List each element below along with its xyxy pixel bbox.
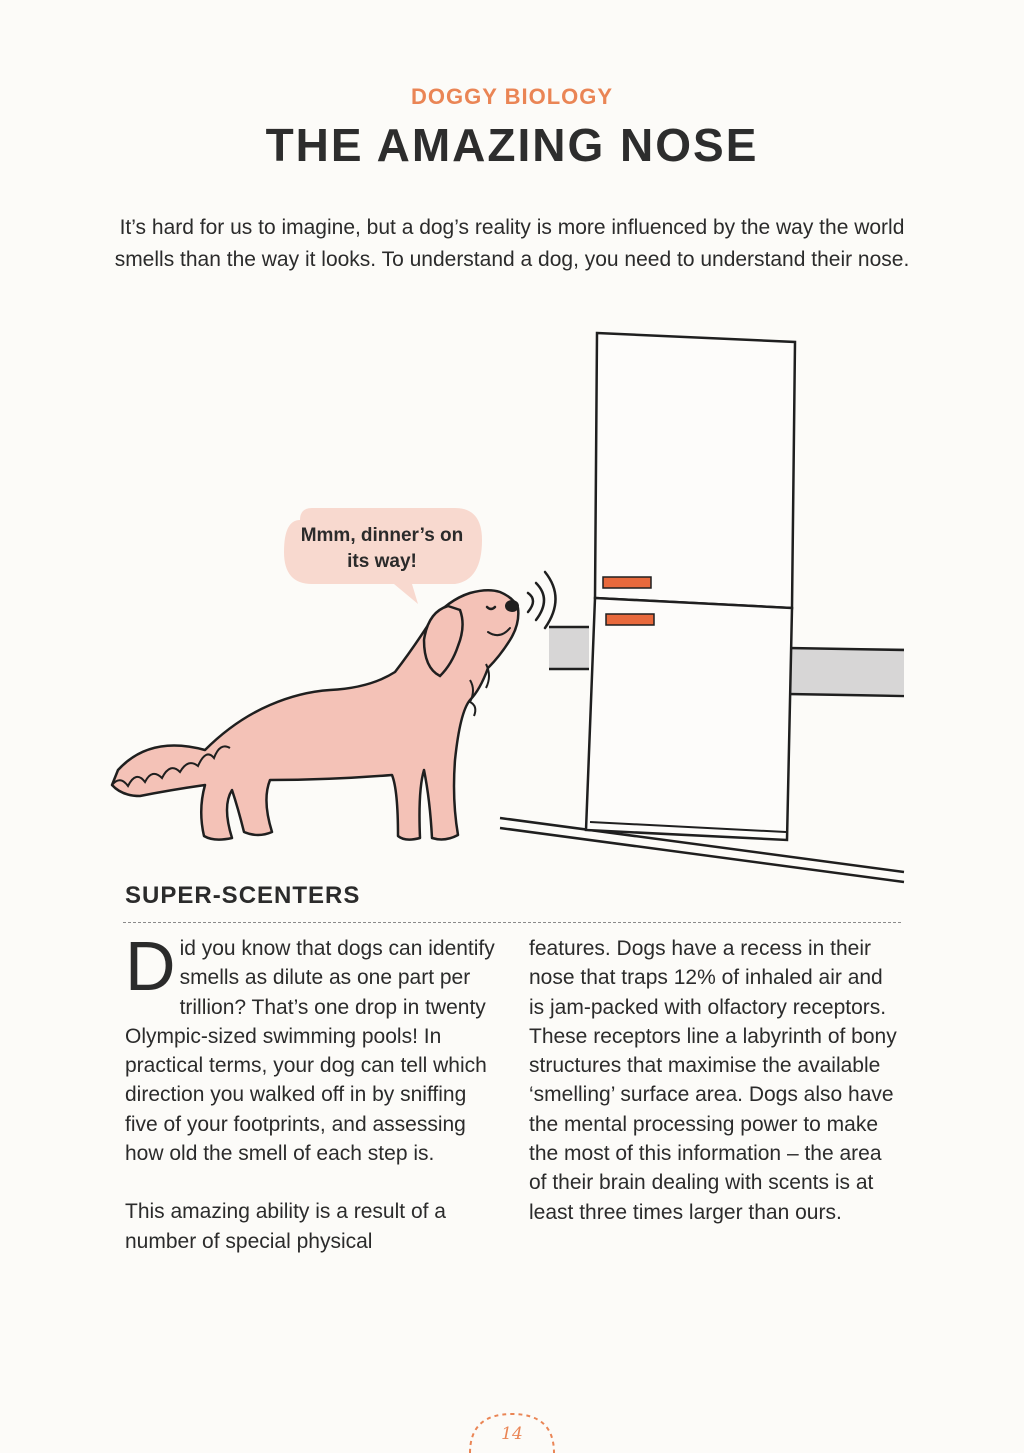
text-column-right <box>529 934 901 1227</box>
wall-band-right <box>788 648 904 694</box>
speech-bubble-text: Mmm, dinner’s on its way! <box>300 525 464 572</box>
left-paragraph-2: This amazing ability is a result of a number of special physical <box>125 1200 446 1253</box>
drop-cap: D <box>125 927 176 1005</box>
wall-band-left <box>549 627 589 669</box>
section-rule <box>123 922 901 923</box>
page-kicker: DOGGY BIOLOGY <box>410 84 614 109</box>
speech-bubble <box>282 507 482 591</box>
text-column-left <box>125 927 501 1256</box>
fridge-bottom-door <box>586 598 792 840</box>
page-title: THE AMAZING NOSE <box>265 119 759 171</box>
fridge-top-door <box>595 333 795 608</box>
sniff-lines <box>528 572 556 628</box>
left-paragraph-1 <box>125 927 501 1168</box>
fridge-handle-bottom <box>606 614 654 625</box>
intro-paragraph: It’s hard for us to imagine, but a dog’s reality is more influenced by the way the world smells than the way it looks. To understand a dog, you need to understand their nose. <box>114 216 910 271</box>
section-heading: SUPER-SCENTERS <box>125 882 361 909</box>
dog-fridge-illustration <box>0 320 1024 890</box>
left-paragraph-1-text: id you know that dogs can identify smells as dilute as one part per trillion? That’s one drop in twenty Olympic-sized swimming pools! In practical terms, your dog can tell which direction you walked off in by sniffing five of your footprints, and assessing how old the smell of each step is. <box>125 937 495 1166</box>
page-number: 14 <box>501 1424 523 1444</box>
right-paragraph: features. Dogs have a recess in their nose that traps 12% of inhaled air and is jam-packed with olfactory receptors. These receptors line a labyrinth of bony structures that maximise the available ‘smelling’ surface area. Dogs also have the mental processing power to make the most of this information – the area of their brain dealing with scents is at least three times larger than ours. <box>529 937 897 1224</box>
dog-nose <box>505 600 519 612</box>
fridge-handle-top <box>603 577 651 588</box>
